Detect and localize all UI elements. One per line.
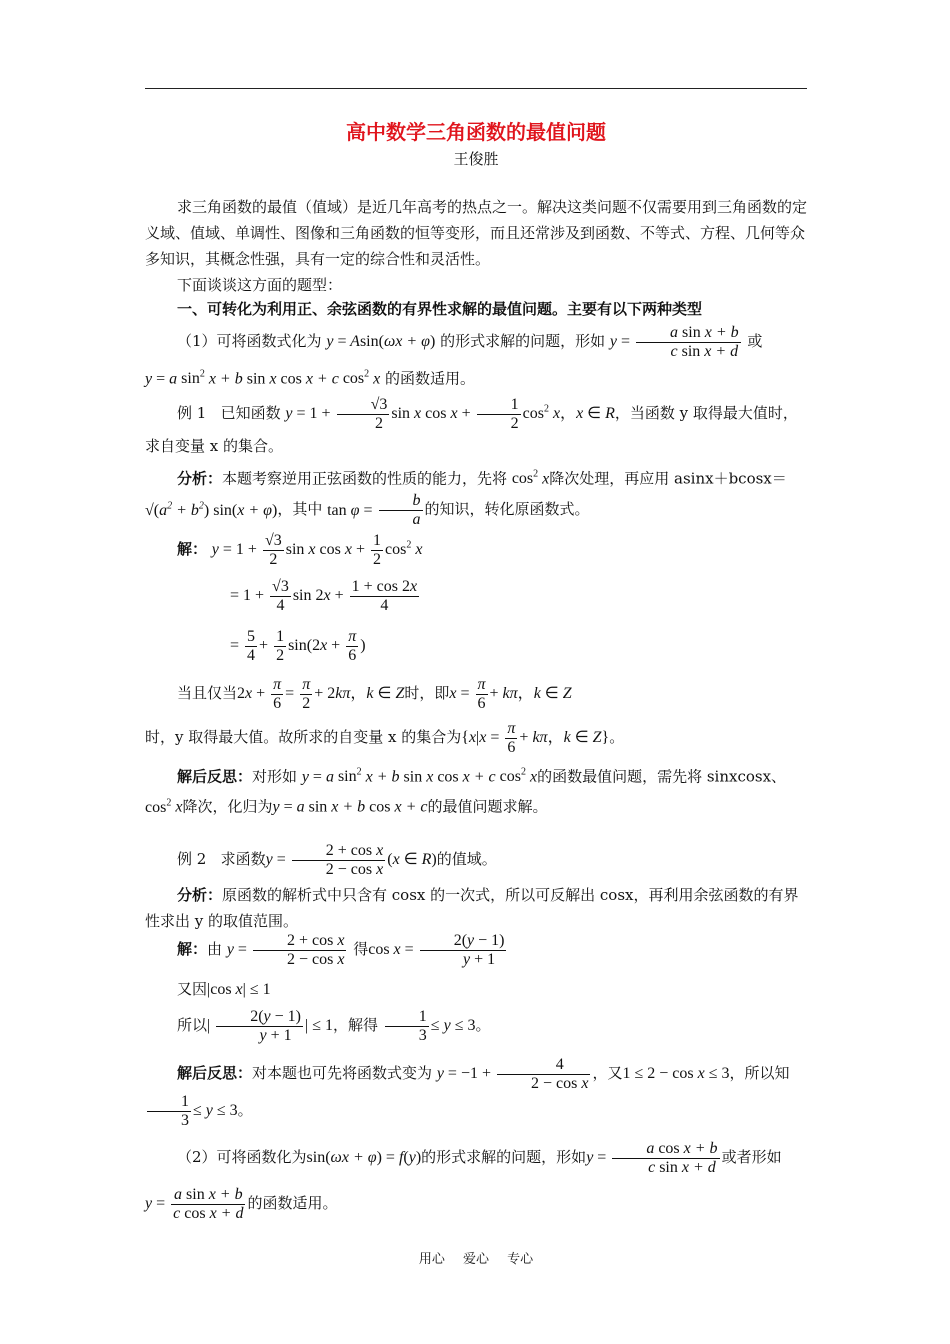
intro-2: 下面谈谈这方面的题型： [177, 276, 343, 294]
ex1-text1: 已知函数 [220, 404, 281, 423]
ex2-solution-3 [145, 1008, 807, 1045]
ex1-solution-label: 解： [177, 540, 208, 559]
ex1-reflection [145, 760, 807, 821]
ex2-analysis-label: 分析： [177, 886, 223, 904]
ex1-cond-t4: 。 [609, 728, 625, 747]
ex1-reflect-text4: 的最值问题求解。 [427, 797, 548, 816]
formula-quadratic: y = a $\sin^2 x + b$ sin x cos x + c $\cos^2 x$ [145, 369, 381, 388]
type2-or: 或者形如 [721, 1148, 782, 1167]
ex2-sol-formula-2: cos x = $\frac{2(y - 1)}{y + 1}$ [368, 932, 505, 968]
type2-suffix: 的函数适用。 [247, 1194, 338, 1213]
author: 王俊胜 [453, 150, 499, 168]
reflect-formula-1: y = a $\sin^2 x + b$ sin x cos x + c $\cos^2 x$ [301, 767, 538, 786]
ex2-sol-line2: 又因 [177, 980, 208, 998]
type1-prefix: （1）可将函数式化为 [177, 332, 322, 351]
ex2-sol-line3b: ，解得 [333, 1016, 379, 1035]
example-2 [145, 842, 807, 879]
reflect-cos2x: $\cos^2 x$ [145, 797, 183, 816]
ex1-cond-t3: 时，y 取得最大值。故所求的自变量 x 的集合为 [145, 728, 462, 747]
ex1-analysis-text4: 的知识，转化原函数式。 [424, 500, 590, 519]
ex1-step-3: = $\frac{5}{4}$ + $\frac{1}{2}$ sin(2x + $\frac{\pi}{6}$ ) [230, 628, 366, 664]
ex2-analysis-text: 原函数的解析式中只含有 cosx 的一次式，所以可反解出 cosx，再利用余弦函数的有界性求出 y 的取值范围。 [145, 886, 799, 930]
ex1-analysis-text3: ，其中 [277, 500, 323, 519]
ex2-reflect-text1: 对本题也可先将函数式变为 [252, 1064, 433, 1083]
ex2-reflection [145, 1056, 807, 1130]
ex2-reflect-ineq: 1 ≤ 2 − cos x ≤ 3 [622, 1065, 730, 1083]
ex2-text2: 的值域。 [436, 850, 497, 869]
ex1-step-1: y = 1 + $\frac{√3}{2}$ sin x cos x + $\frac{1}{2}$ $\cos^2 x$ [211, 532, 423, 568]
ex2-sol-formula-1: y = $\frac{\text{2 + cos x}}{\text{2 − cos x}}$ [226, 932, 345, 968]
ex2-range: $\frac{1}{3}$ ≤ y ≤ 3 [383, 1017, 476, 1034]
ex1-solution-3 [230, 628, 730, 665]
ex1-solution-2 [230, 578, 730, 615]
example-1 [145, 396, 807, 459]
type1-or: 或 [747, 332, 763, 351]
page-footer: 用心 爱心 专心 [418, 1252, 534, 1267]
formula-asin: y = Asin(ωx + φ) [326, 333, 436, 351]
ex2-reflect-range: $\frac{1}{3}$ ≤ y ≤ 3 [145, 1102, 238, 1119]
ex1-step-2: = 1 + $\frac{√3}{4}$ sin 2x + $\frac{1 + \cos 2x}{4}$ [230, 578, 418, 614]
page-title: 高中数学三角函数的最值问题 [346, 120, 606, 144]
type1-mid: 的形式求解的问题，形如 [440, 332, 606, 351]
ex1-reflect-text1: 对形如 [252, 767, 298, 786]
type2-rational-sin: y = $\frac{\text{a sin x + b}}{\text{c cos x + d}}$ [145, 1186, 244, 1222]
ex2-solution-1 [145, 932, 807, 969]
section-1-heading: 一、可转化为利用正、余弦函数的有界性求解的最值问题。主要有以下两种类型 [177, 300, 703, 318]
ex2-sol-end: 。 [475, 1016, 491, 1035]
ex1-formula: y = 1 + $\frac{√3}{2}$ sin x cos x + $\frac{1}{2}$ $\cos^2 x$，x ∈ R [285, 396, 615, 432]
ex2-reflect-formula: y = −1 + $\frac{4}{\text{2 − cos x}}$ [436, 1056, 589, 1092]
ex1-cond-t2: 时，即 [404, 684, 450, 703]
reflect-formula-2: y = a sin x + b cos x + c [272, 798, 428, 816]
cond-formula-2: x = $\frac{\pi}{6}$ + kπ，k ∈ Z [449, 676, 572, 712]
ex1-label: 例 1 [177, 404, 207, 423]
ex1-reflect-text3: 降次，化归为 [182, 797, 273, 816]
ex1-solution-1 [177, 532, 777, 569]
ex2-reflect-label: 解后反思： [177, 1064, 253, 1083]
type1-line-2 [145, 362, 807, 392]
ex2-sol-t2: 得 [353, 940, 369, 959]
ex2-analysis [145, 882, 807, 934]
ex1-text2: ，当函数 y 取得最大值时，求自变量 x 的集合。 [145, 404, 798, 455]
ex2-reflect-text3: ，所以知 [729, 1064, 790, 1083]
ex1-cond-t1: 当且仅当 [177, 684, 238, 703]
header-rule [145, 88, 807, 89]
tan-phi-formula: tan φ = $\frac{b}{a}$ [327, 492, 421, 529]
formula-rational-sin: y = $\frac{\text{a sin x + b}}{\text{c sin x + d}}$ [609, 324, 739, 360]
type2-line [145, 1140, 807, 1177]
type1-suffix: 的函数适用。 [385, 369, 476, 388]
cond-formula-1: 2x + $\frac{\pi}{6}$ = $\frac{\pi}{2}$ + 2kπ，k ∈ Z [237, 676, 405, 712]
intro-paragraph: 求三角函数的最值（值域）是近几年高考的热点之一。解决这类问题不仅需要用到三角函数的定义域、值域、单调性、图像和三角函数的恒等变形，而且还常涉及到函数、不等式、方程、几何等众多知识，其概念性强，具有一定的综合性和灵活性。 [145, 198, 808, 268]
type2-line-2 [145, 1186, 807, 1223]
abs-cos-bound: |cos x| ≤ 1 [207, 981, 271, 998]
ex2-solution-label: 解： [177, 940, 208, 959]
ex2-formula: y = $\frac{\text{2 + cos x}}{\text{2 − cos x}}$ (x ∈ R) [265, 842, 437, 878]
ex2-reflect-text2: ，又 [592, 1064, 623, 1083]
type2-prefix: （2）可将函数化为 [177, 1148, 307, 1167]
ex2-sol-line3: 所以 [177, 1016, 208, 1035]
ex1-analysis-label: 分析： [177, 469, 223, 488]
ex1-reflect-text2: 的函数最值问题，需先将 sinxcosx、 [537, 767, 787, 786]
type2-rational-cos: y = $\frac{\text{a cos x + b}}{\text{c sin x + d}}$ [586, 1140, 718, 1176]
type2-mid: 的形式求解的问题，形如 [421, 1148, 587, 1167]
ex1-reflect-label: 解后反思： [177, 767, 253, 786]
cos2x-term: $\cos^2 x$ [511, 469, 550, 488]
ex2-solution-2 [145, 976, 807, 1003]
solution-set: {x|x = $\frac{\pi}{6}$ + kπ，k ∈ Z} [461, 720, 610, 756]
ex1-condition-2 [145, 720, 807, 757]
ex2-label: 例 2 [177, 850, 207, 869]
ex1-condition-wrap [145, 676, 807, 722]
amplitude-formula: $√(a^2 + b^2) \sin(x + \varphi)$ [145, 500, 278, 519]
ex2-bound-formula: | $\frac{2(y - 1)}{y + 1}$ | ≤ 1 [207, 1008, 333, 1044]
type1-line [145, 324, 807, 361]
ex2-text1: 求函数 [220, 850, 266, 869]
ex1-analysis-text2: 降次处理，再应用 asinx＋bcosx＝ [549, 469, 787, 488]
ex1-analysis [145, 462, 807, 529]
ex2-sol-t1: 由 [207, 940, 223, 959]
type2-formula: sin(ωx + φ) = f(y) [306, 1149, 422, 1167]
ex2-reflect-text4: 。 [237, 1101, 253, 1120]
ex1-analysis-text1: 本题考察逆用正弦函数的性质的能力，先将 [222, 469, 508, 488]
